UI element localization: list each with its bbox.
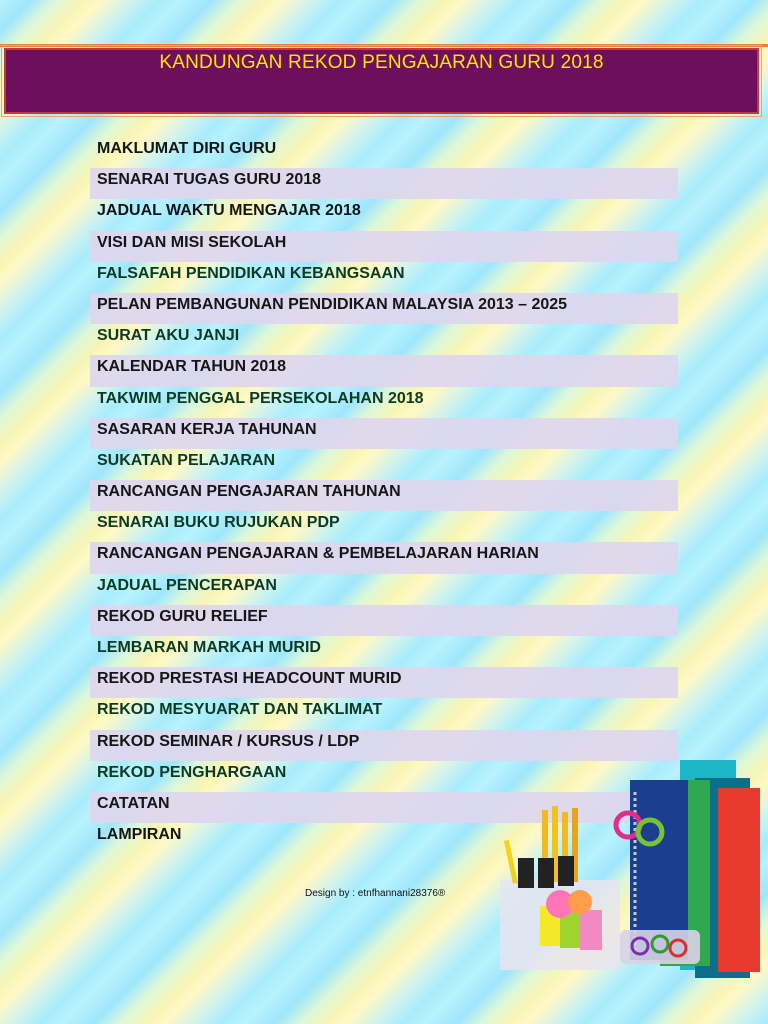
contents-item: LAMPIRAN: [97, 826, 182, 844]
contents-item: TAKWIM PENGGAL PERSEKOLAHAN 2018: [97, 389, 424, 407]
contents-item: CATATAN: [90, 792, 678, 823]
contents-item: SENARAI TUGAS GURU 2018: [90, 168, 678, 199]
contents-item: VISI DAN MISI SEKOLAH: [90, 231, 678, 262]
contents-item: MAKLUMAT DIRI GURU: [97, 140, 277, 157]
top-divider-line: [0, 44, 768, 47]
contents-item: KALENDAR TAHUN 2018: [90, 355, 678, 386]
contents-item: LEMBARAN MARKAH MURID: [97, 639, 321, 656]
contents-item: JADUAL WAKTU MENGAJAR 2018: [97, 202, 361, 220]
contents-item: RANCANGAN PENGAJARAN & PEMBELAJARAN HARIAN: [90, 542, 678, 573]
contents-item: REKOD PENGHARGAAN: [97, 763, 287, 781]
contents-item: SUKATAN PELAJARAN: [97, 451, 276, 469]
contents-item: SURAT AKU JANJI: [97, 327, 240, 345]
contents-item: JADUAL PENCERAPAN: [97, 576, 277, 594]
contents-item: REKOD SEMINAR / KURSUS / LDP: [90, 730, 678, 761]
contents-item: RANCANGAN PENGAJARAN TAHUNAN: [90, 480, 678, 511]
design-credit: Design by : etnfhannani28376®: [305, 888, 446, 899]
stationery-illustration: [480, 740, 768, 1024]
contents-item: PELAN PEMBANGUNAN PENDIDIKAN MALAYSIA 2013 – 2025: [90, 293, 678, 324]
contents-item: FALSAFAH PENDIDIKAN KEBANGSAAN: [97, 264, 405, 282]
contents-item: SENARAI BUKU RUJUKAN PDP: [97, 514, 340, 532]
title-banner: [4, 48, 759, 114]
contents-item: REKOD MESYUARAT DAN TAKLIMAT: [97, 701, 383, 719]
page-title: KANDUNGAN REKOD PENGAJARAN GURU 2018: [159, 52, 604, 73]
contents-item: REKOD GURU RELIEF: [90, 605, 678, 636]
contents-item: SASARAN KERJA TAHUNAN: [90, 418, 678, 449]
contents-item: REKOD PRESTASI HEADCOUNT MURID: [90, 667, 678, 698]
